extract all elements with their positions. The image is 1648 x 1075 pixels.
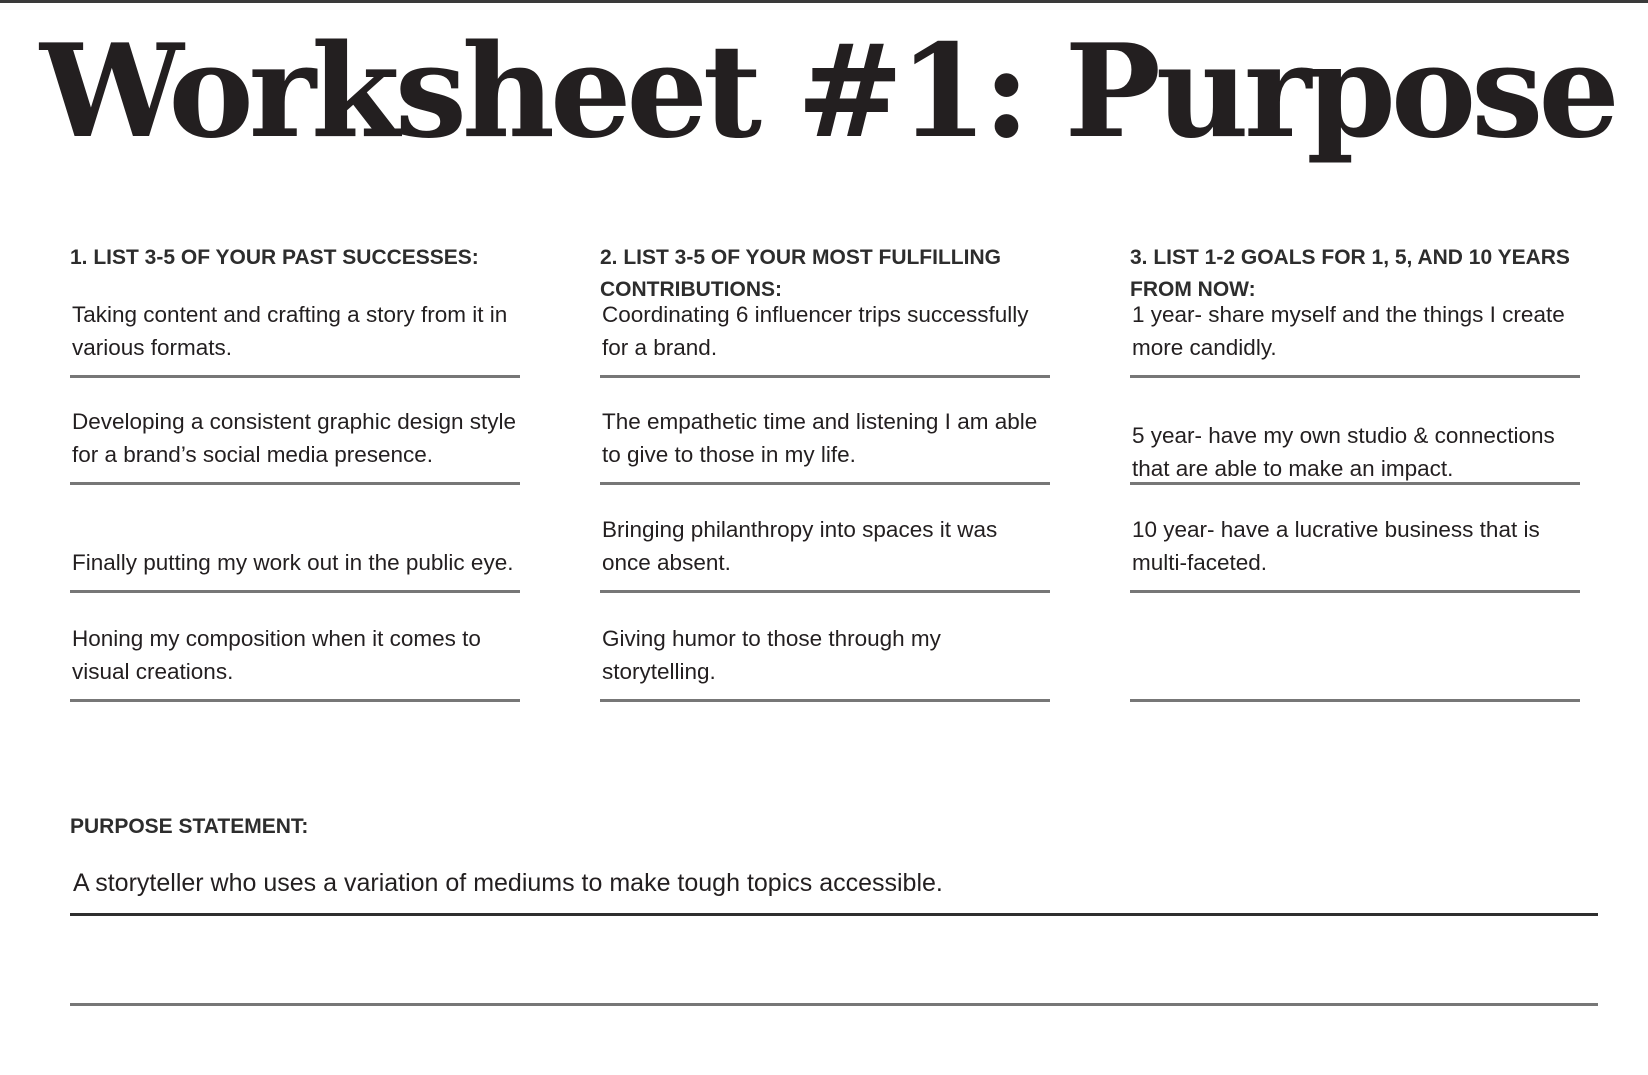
purpose-statement-heading: PURPOSE STATEMENT: bbox=[70, 815, 309, 838]
answer-field[interactable] bbox=[600, 485, 1052, 593]
answer-text: 10 year- have a lucrative business that is multi-faceted. bbox=[1132, 517, 1540, 575]
top-border bbox=[0, 0, 1648, 3]
answer-text: Honing my composition when it comes to visual creations. bbox=[72, 626, 481, 684]
answer-field[interactable] bbox=[70, 594, 522, 702]
answer-text: Finally putting my work out in the public eye. bbox=[72, 550, 514, 575]
answer-text: Giving humor to those through my storytelling. bbox=[602, 626, 941, 684]
answer-field[interactable] bbox=[600, 377, 1052, 485]
answer-underline bbox=[600, 590, 1050, 593]
answer-underline bbox=[70, 590, 520, 593]
answer-field[interactable] bbox=[1130, 594, 1582, 702]
answer-underline bbox=[1130, 699, 1580, 702]
answer-text: The empathetic time and listening I am able to give to those in my life. bbox=[602, 409, 1038, 467]
answer-underline bbox=[600, 699, 1050, 702]
purpose-statement-underline bbox=[70, 913, 1598, 916]
answer-field[interactable] bbox=[70, 270, 522, 378]
answer-text: Coordinating 6 influencer trips successfully for a brand. bbox=[602, 302, 1029, 360]
answer-text: Developing a consistent graphic design style for a brand’s social media presence. bbox=[72, 409, 517, 467]
purpose-statement-second-line[interactable] bbox=[70, 1003, 1598, 1006]
answer-field[interactable] bbox=[70, 377, 522, 485]
answer-field[interactable] bbox=[70, 485, 522, 593]
purpose-statement-text[interactable]: A storyteller who uses a variation of mediums to make tough topics accessible. bbox=[73, 869, 943, 897]
answer-field[interactable] bbox=[600, 270, 1052, 378]
answer-text: Taking content and crafting a story from it in various formats. bbox=[72, 302, 508, 360]
answer-text: 1 year- share myself and the things I create more candidly. bbox=[1132, 302, 1565, 360]
answer-field[interactable] bbox=[1130, 377, 1582, 485]
answer-field[interactable] bbox=[600, 594, 1052, 702]
answer-field[interactable] bbox=[1130, 270, 1582, 378]
answer-text: 5 year- have my own studio & connections that are able to make an impact. bbox=[1132, 423, 1555, 481]
column-heading: 2. LIST 3-5 OF YOUR MOST FULFILLING CONTRIBUTIONS: bbox=[600, 246, 1001, 301]
answer-underline bbox=[70, 699, 520, 702]
answer-text: Bringing philanthropy into spaces it was once absent. bbox=[602, 517, 998, 575]
page-title: Worksheet #1: Purpose bbox=[40, 17, 1615, 167]
column-heading: 1. LIST 3-5 OF YOUR PAST SUCCESSES: bbox=[70, 246, 479, 269]
column-heading: 3. LIST 1-2 GOALS FOR 1, 5, AND 10 YEARS FROM NOW: bbox=[1130, 246, 1570, 301]
answer-field[interactable] bbox=[1130, 485, 1582, 593]
answer-underline bbox=[1130, 590, 1580, 593]
